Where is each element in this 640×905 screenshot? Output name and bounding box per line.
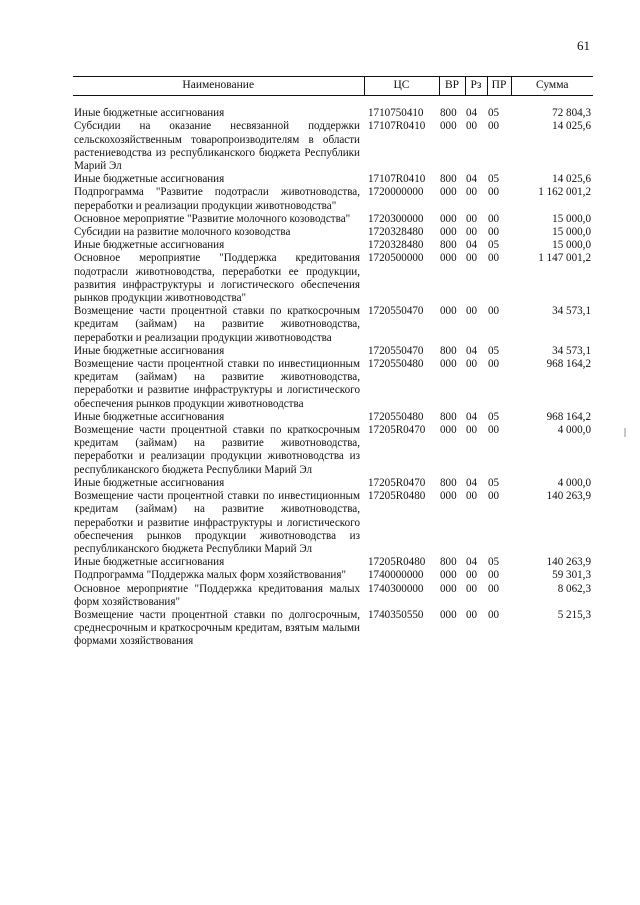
row-cs: 1720550480 [368, 358, 424, 371]
row-name: Возмещение части процентной ставки по краткосрочным кредитам (займам) на развитие животноводства, переработки и реализации продукции животноводства [74, 305, 360, 344]
row-vr: 800 [440, 107, 457, 120]
row-cs: 1710750410 [368, 107, 424, 120]
row-name: Иные бюджетные ассигнования [74, 556, 225, 569]
row-cs: 1720550470 [368, 344, 424, 357]
row-sum: 15 000,0 [552, 212, 591, 225]
row-sum: 14 025,6 [552, 173, 591, 186]
row-name: Субсидии на оказание несвязанной поддержки сельскохозяйственным товаропроизводителям в области растениеводства из республиканского бюджета Республики Марий Эл [74, 120, 360, 173]
row-cs: 17205R0470 [368, 476, 426, 489]
row-name: Возмещение части процентной ставки по инвестиционным кредитам (займам) на развитие животноводства, переработки и развитие инфраструктуры и логистического обеспечения рынков продукции животноводства [74, 358, 360, 410]
row-pr: 05 [488, 476, 500, 489]
header-rz: Рз [465, 77, 487, 96]
row-cs: 1720328480 [368, 226, 424, 239]
row-pr: 05 [488, 107, 500, 120]
row-rz: 00 [466, 358, 478, 371]
row-name: Иные бюджетные ассигнования [74, 476, 225, 489]
table-row [73, 345, 593, 358]
row-sum: 1 147 001,2 [538, 252, 591, 265]
row-cs: 17205R0480 [368, 556, 426, 569]
row-vr: 800 [440, 239, 457, 252]
row-rz: 04 [466, 476, 478, 489]
row-cs: 1720550470 [368, 305, 424, 318]
row-sum: 140 263,9 [546, 556, 591, 569]
row-cs: 1740000000 [368, 569, 424, 582]
row-cs: 1740350550 [368, 608, 424, 621]
row-rz: 04 [466, 344, 478, 357]
row-name: Иные бюджетные ассигнования [74, 173, 225, 186]
row-rz: 00 [466, 305, 478, 318]
row-cs: 1720500000 [368, 252, 424, 265]
row-sum: 15 000,0 [552, 226, 591, 239]
row-rz: 00 [466, 186, 478, 199]
page-number: 61 [577, 38, 590, 53]
table-row [73, 477, 593, 490]
row-vr: 800 [440, 556, 457, 569]
row-cs: 1720550480 [368, 410, 424, 423]
row-name: Иные бюджетные ассигнования [74, 107, 225, 120]
row-vr: 000 [440, 582, 457, 595]
row-cs: 17107R0410 [368, 120, 426, 133]
row-pr: 05 [488, 239, 500, 252]
row-name: Подпрограмма "Поддержка малых форм хозяйствования" [74, 569, 346, 582]
row-sum: 15 000,0 [552, 239, 591, 252]
row-sum: 34 573,1 [552, 305, 591, 318]
row-sum: 72 804,3 [552, 107, 591, 120]
table-body [73, 96, 593, 649]
row-name: Основное мероприятие "Поддержка кредитования подотрасли животноводства, переработки ее продукции, развития инфраструктуры и логистического обеспечения рынков продукции животноводства" [74, 252, 360, 305]
table-row [73, 305, 593, 345]
row-name: Иные бюджетные ассигнования [74, 239, 225, 252]
row-sum: 968 164,2 [546, 410, 591, 423]
table-row [73, 213, 593, 226]
row-cs: 17205R0480 [368, 490, 426, 503]
row-rz: 00 [466, 212, 478, 225]
row-cs: 1720000000 [368, 186, 424, 199]
row-vr: 800 [440, 344, 457, 357]
row-sum: 968 164,2 [546, 358, 591, 371]
header-name: Наименование [73, 77, 364, 96]
row-pr: 00 [488, 186, 500, 199]
row-pr: 00 [488, 490, 500, 503]
row-rz: 04 [466, 556, 478, 569]
table-row [73, 609, 593, 649]
row-vr: 000 [440, 305, 457, 318]
row-rz: 00 [466, 490, 478, 503]
header-vr: ВР [439, 77, 465, 96]
row-sum: 4 000,0 [557, 476, 591, 489]
row-vr: 000 [440, 226, 457, 239]
row-vr: 800 [440, 410, 457, 423]
row-cs: 1720300000 [368, 212, 424, 225]
row-pr: 00 [488, 226, 500, 239]
row-sum: 4 000,0 [557, 424, 591, 437]
row-name: Возмещение части процентной ставки по краткосрочным кредитам (займам) на развитие животноводства, переработки и реализации продукции животноводства из республиканского бюджета Республики Марий Эл [74, 424, 360, 476]
row-sum: 34 573,1 [552, 344, 591, 357]
row-pr: 00 [488, 424, 500, 437]
row-pr: 00 [488, 582, 500, 595]
table-row [73, 96, 593, 121]
row-pr: 05 [488, 173, 500, 186]
row-vr: 000 [440, 120, 457, 133]
row-vr: 000 [440, 212, 457, 225]
row-pr: 00 [488, 358, 500, 371]
row-rz: 00 [466, 608, 478, 621]
row-vr: 000 [440, 424, 457, 437]
row-rz: 00 [466, 424, 478, 437]
row-rz: 04 [466, 239, 478, 252]
row-vr: 800 [440, 173, 457, 186]
table-row [73, 120, 593, 173]
header-pr: ПР [487, 77, 511, 96]
row-name: Возмещение части процентной ставки по долгосрочным, среднесрочным и краткосрочным кредитам, взятым малыми формами хозяйствования [74, 608, 360, 648]
table-row [73, 490, 593, 556]
row-pr: 00 [488, 608, 500, 621]
table-row [73, 411, 593, 424]
row-vr: 000 [440, 608, 457, 621]
header-sum: Сумма [511, 77, 593, 96]
row-pr: 05 [488, 344, 500, 357]
row-rz: 00 [466, 120, 478, 133]
row-cs: 17107R0410 [368, 173, 426, 186]
row-name: Подпрограмма "Развитие подотрасли животноводства, переработки и реализации продукции животноводства" [74, 186, 360, 212]
budget-table [73, 76, 593, 649]
row-rz: 00 [466, 569, 478, 582]
table-row [73, 186, 593, 212]
row-sum: 5 215,3 [557, 608, 591, 621]
row-rz: 04 [466, 173, 478, 186]
row-rz: 00 [466, 582, 478, 595]
table-row [73, 583, 593, 609]
row-name: Возмещение части процентной ставки по инвестиционным кредитам (займам) на развитие животноводства, переработки и развитие инфраструктуры и логистического обеспечения рынков продукции животноводства из республиканского бюджета Республики Марий Эл [74, 490, 360, 555]
row-name: Иные бюджетные ассигнования [74, 344, 225, 357]
row-sum: 140 263,9 [546, 490, 591, 503]
row-vr: 000 [440, 252, 457, 265]
row-sum: 1 162 001,2 [538, 186, 591, 199]
row-name: Иные бюджетные ассигнования [74, 410, 225, 423]
row-vr: 000 [440, 358, 457, 371]
row-vr: 800 [440, 476, 457, 489]
header-cs: ЦС [364, 77, 439, 96]
row-rz: 04 [466, 107, 478, 120]
table-row [73, 252, 593, 305]
row-pr: 05 [488, 410, 500, 423]
row-pr: 00 [488, 212, 500, 225]
row-pr: 00 [488, 569, 500, 582]
table-row [73, 239, 593, 252]
row-cs: 1720328480 [368, 239, 424, 252]
row-cs: 1740300000 [368, 582, 424, 595]
row-pr: 00 [488, 120, 500, 133]
table-row [73, 556, 593, 569]
table-header [73, 77, 593, 96]
row-sum: 59 301,3 [552, 569, 591, 582]
table-row [73, 569, 593, 582]
table-row [73, 424, 593, 477]
row-vr: 000 [440, 186, 457, 199]
table-row [73, 358, 593, 411]
row-rz: 04 [466, 410, 478, 423]
row-pr: 05 [488, 556, 500, 569]
row-pr: 00 [488, 252, 500, 265]
row-sum: 14 025,6 [552, 120, 591, 133]
row-cs: 17205R0470 [368, 424, 426, 437]
row-name: Субсидии на развитие молочного козоводства [74, 226, 291, 239]
table-row [73, 173, 593, 186]
table-row [73, 226, 593, 239]
row-rz: 00 [466, 226, 478, 239]
scan-artifact [624, 428, 626, 437]
row-name: Основное мероприятие "Поддержка кредитования малых форм хозяйствования" [74, 582, 360, 608]
row-rz: 00 [466, 252, 478, 265]
row-sum: 8 062,3 [557, 582, 591, 595]
header-row [73, 77, 593, 96]
row-name: Основное мероприятие "Развитие молочного козоводства" [74, 212, 351, 225]
row-vr: 000 [440, 490, 457, 503]
row-pr: 00 [488, 305, 500, 318]
row-vr: 000 [440, 569, 457, 582]
